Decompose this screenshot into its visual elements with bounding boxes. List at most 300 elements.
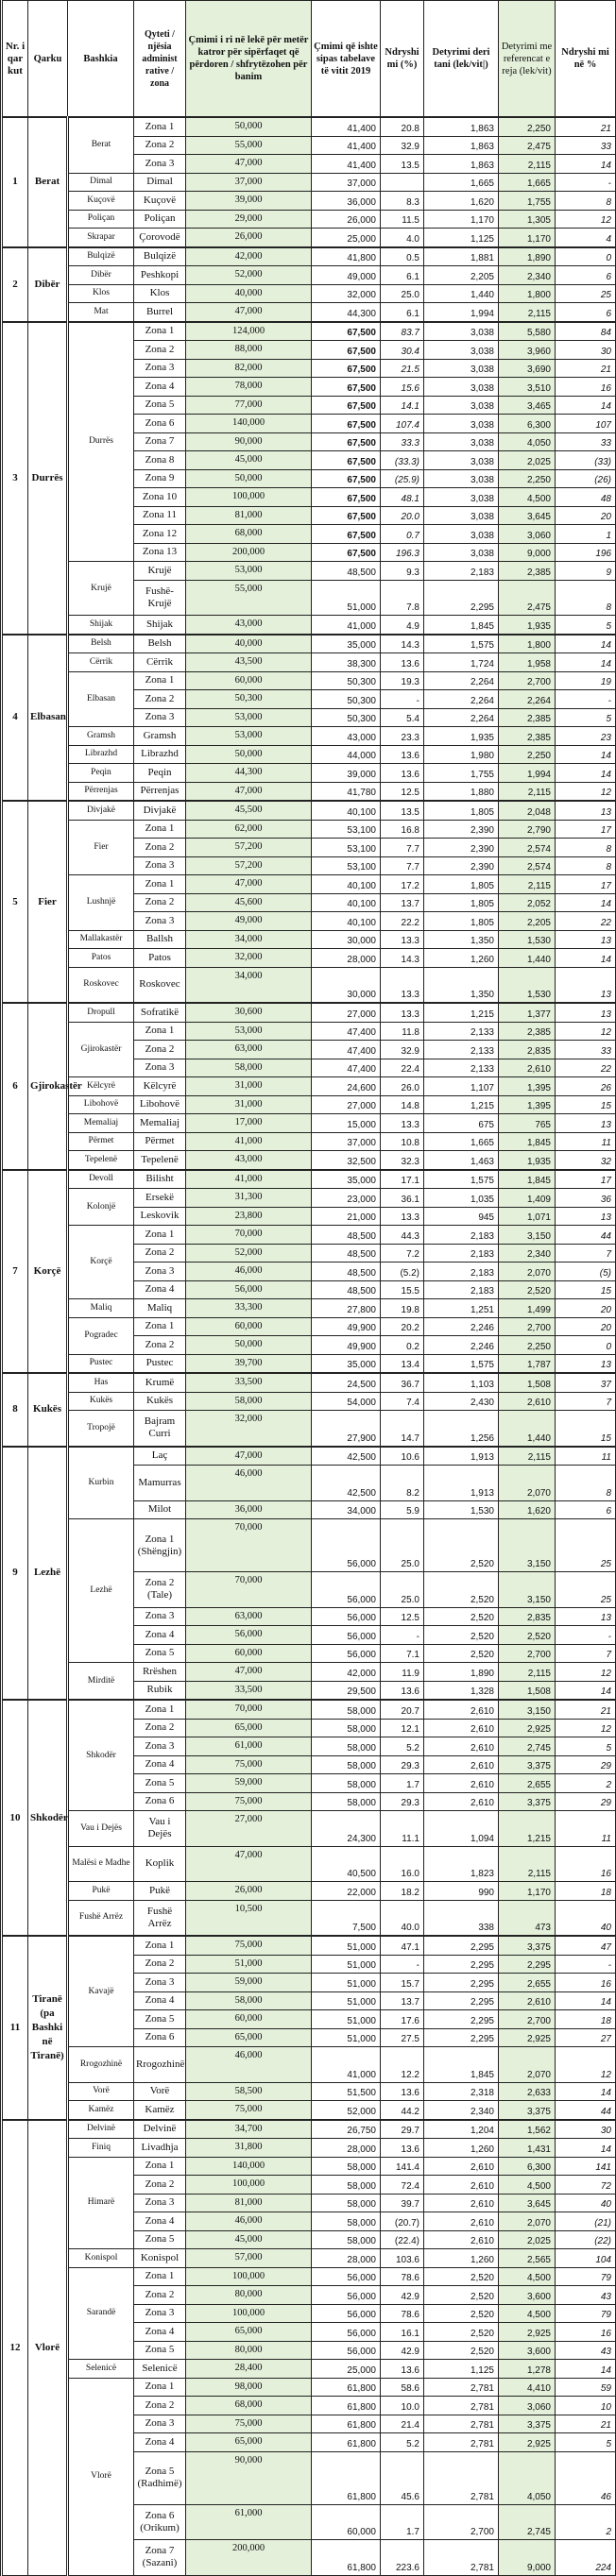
change-cell: 21.5 — [381, 359, 424, 378]
change-pct-cell: 16 — [556, 1974, 616, 1992]
zona-cell: Zona 1 (Shëngjin) — [134, 1519, 186, 1572]
table-row — [2, 266, 616, 285]
new-price-cell: 58,000 — [186, 1991, 312, 2010]
new-tax-cell: 2,340 — [499, 266, 556, 285]
price-2019-cell: 58,000 — [312, 2157, 381, 2176]
price-2019-cell: 67,500 — [312, 543, 381, 562]
current-tax-cell: 1,440 — [424, 284, 499, 303]
price-2019-cell: 61,800 — [312, 2433, 381, 2452]
new-price-cell: 53,000 — [186, 708, 312, 727]
new-price-cell: 55,000 — [186, 580, 312, 616]
change-pct-cell: 18 — [556, 2010, 616, 2029]
change-pct-cell: 1 — [556, 525, 616, 544]
new-tax-cell: 1,440 — [499, 949, 556, 968]
price-2019-cell: 32,500 — [312, 1151, 381, 1170]
bashkia-name: Mirditë — [68, 1663, 134, 1701]
change-cell: 10.8 — [381, 1132, 424, 1151]
change-cell: 20.0 — [381, 506, 424, 525]
new-price-cell: 33,300 — [186, 1299, 312, 1318]
change-cell: 40.0 — [381, 1900, 424, 1936]
table-row — [2, 1519, 616, 1572]
price-2019-cell: 51,000 — [312, 2010, 381, 2029]
change-pct-cell: (5) — [556, 1263, 616, 1281]
new-price-cell: 26,000 — [186, 1882, 312, 1901]
current-tax-cell: 3,038 — [424, 469, 499, 488]
new-tax-cell: 4,500 — [499, 2267, 556, 2286]
change-pct-cell: 14 — [556, 2139, 616, 2158]
current-tax-cell: 1,724 — [424, 653, 499, 672]
change-cell: 13.3 — [381, 1207, 424, 1226]
change-cell: 21.4 — [381, 2415, 424, 2433]
zona-cell: Zona 2 — [134, 839, 186, 857]
zona-cell: Zona 1 — [134, 1022, 186, 1041]
zona-cell: Zona 3 — [134, 708, 186, 727]
qark-name: Dibër — [28, 247, 68, 322]
new-price-cell: 61,000 — [186, 1737, 312, 1756]
zona-cell: Zona 3 — [134, 359, 186, 378]
new-tax-cell: 1,620 — [499, 1500, 556, 1519]
zona-cell: Zona 1 — [134, 2157, 186, 2176]
change-cell: 13.3 — [381, 1114, 424, 1133]
header-nr: Nr. i qar kut — [2, 1, 28, 118]
current-tax-cell: 1,125 — [424, 229, 499, 247]
bashkia-name: Devoll — [68, 1170, 134, 1189]
new-price-cell: 75,000 — [186, 1792, 312, 1811]
current-tax-cell: 2,610 — [424, 2157, 499, 2176]
new-tax-cell: 2,610 — [499, 1392, 556, 1411]
change-pct-cell: 18 — [556, 1882, 616, 1901]
new-tax-cell: 1,431 — [499, 2139, 556, 2158]
change-pct-cell: 36 — [556, 1189, 616, 1208]
change-cell: 5.2 — [381, 2433, 424, 2452]
change-pct-cell: 44 — [556, 2101, 616, 2120]
price-2019-cell: 48,500 — [312, 562, 381, 581]
bashkia-name: Gjirokastër — [68, 1022, 134, 1077]
current-tax-cell: 3,038 — [424, 506, 499, 525]
zona-cell: Zona 6 — [134, 1792, 186, 1811]
change-pct-cell: 13 — [556, 1354, 616, 1373]
price-2019-cell: 67,500 — [312, 506, 381, 525]
new-tax-cell: 3,150 — [499, 1572, 556, 1608]
change-pct-cell: 17 — [556, 1170, 616, 1189]
change-cell: 36.7 — [381, 1373, 424, 1392]
price-2019-cell: 47,400 — [312, 1059, 381, 1077]
change-cell: 103.6 — [381, 2249, 424, 2268]
new-price-cell: 10,500 — [186, 1900, 312, 1936]
new-tax-cell: 1,800 — [499, 284, 556, 303]
zona-cell: Zona 12 — [134, 525, 186, 544]
current-tax-cell: 1,103 — [424, 1373, 499, 1392]
change-cell: 0.7 — [381, 525, 424, 544]
price-2019-cell: 40,500 — [312, 1846, 381, 1882]
table-row — [2, 949, 616, 968]
change-cell: (5.2) — [381, 1263, 424, 1281]
current-tax-cell: 2,610 — [424, 1755, 499, 1774]
new-tax-cell: 3,690 — [499, 359, 556, 378]
current-tax-cell: 2,295 — [424, 2010, 499, 2029]
price-2019-cell: 67,500 — [312, 432, 381, 451]
new-tax-cell: 2,115 — [499, 303, 556, 322]
change-pct-cell: 25 — [556, 284, 616, 303]
new-tax-cell: 4,050 — [499, 432, 556, 451]
bashkia-name: Shijak — [68, 616, 134, 635]
new-tax-cell: 3,375 — [499, 1936, 556, 1955]
zona-cell: Gramsh — [134, 727, 186, 746]
table-row — [2, 616, 616, 635]
bashkia-name: Sarandë — [68, 2267, 134, 2360]
change-pct-cell: 15 — [556, 1411, 616, 1447]
change-pct-cell: 27 — [556, 2028, 616, 2047]
new-price-cell: 43,000 — [186, 1151, 312, 1170]
change-cell: 12.5 — [381, 1607, 424, 1626]
new-tax-cell: 1,278 — [499, 2360, 556, 2379]
bashkia-name: Libohovë — [68, 1095, 134, 1114]
zona-cell: Këlcyrë — [134, 1077, 186, 1096]
change-cell: 39.7 — [381, 2194, 424, 2212]
new-price-cell: 46,000 — [186, 2047, 312, 2083]
new-tax-cell: 1,800 — [499, 635, 556, 653]
current-tax-cell: 1,575 — [424, 1354, 499, 1373]
new-price-cell: 31,000 — [186, 1077, 312, 1096]
current-tax-cell: 2,264 — [424, 671, 499, 690]
current-tax-cell: 1,215 — [424, 1095, 499, 1114]
current-tax-cell: 2,183 — [424, 1226, 499, 1245]
change-pct-cell: 12 — [556, 1022, 616, 1041]
change-cell: 7.1 — [381, 1644, 424, 1663]
bashkia-name: Kamëz — [68, 2101, 134, 2120]
change-pct-cell: 20 — [556, 506, 616, 525]
current-tax-cell: 1,170 — [424, 210, 499, 229]
price-2019-cell: 22,000 — [312, 1882, 381, 1901]
current-tax-cell: 1,463 — [424, 1151, 499, 1170]
new-price-cell: 63,000 — [186, 1041, 312, 1059]
new-tax-cell: 2,048 — [499, 801, 556, 820]
new-tax-cell: 2,340 — [499, 1244, 556, 1263]
current-tax-cell: 1,881 — [424, 247, 499, 266]
new-price-cell: 50,000 — [186, 745, 312, 764]
bashkia-name: Krujë — [68, 562, 134, 616]
bashkia-name: Lushnjë — [68, 875, 134, 931]
price-2019-cell: 41,400 — [312, 155, 381, 174]
zona-cell: Sofratikë — [134, 1003, 186, 1022]
bashkia-name: Berat — [68, 117, 134, 173]
change-pct-cell: 8 — [556, 1466, 616, 1501]
change-cell: - — [381, 1626, 424, 1645]
new-price-cell: 42,000 — [186, 247, 312, 266]
header-ndryshimi: Ndryshi mi (%) — [381, 1, 424, 118]
current-tax-cell: 2,295 — [424, 1936, 499, 1955]
current-tax-cell: 1,863 — [424, 155, 499, 174]
zona-cell: Zona 3 — [134, 1974, 186, 1992]
price-2019-cell: 28,000 — [312, 2139, 381, 2158]
change-cell: 33.3 — [381, 432, 424, 451]
zona-cell: Zona 4 — [134, 1626, 186, 1645]
change-pct-cell: 44 — [556, 1226, 616, 1245]
bashkia-name: Lezhë — [68, 1519, 134, 1663]
table-row — [2, 967, 616, 1003]
new-price-cell: 81,000 — [186, 2194, 312, 2212]
bashkia-name: Vau i Dejës — [68, 1811, 134, 1847]
zona-cell: Zona 3 — [134, 912, 186, 931]
zona-cell: Zona 1 — [134, 2378, 186, 2397]
current-tax-cell: 2,295 — [424, 2028, 499, 2047]
change-pct-cell: 14 — [556, 2360, 616, 2379]
price-2019-cell: 56,000 — [312, 1644, 381, 1663]
bashkia-name: Memaliaj — [68, 1114, 134, 1133]
new-tax-cell: 2,385 — [499, 562, 556, 581]
new-price-cell: 31,800 — [186, 2139, 312, 2158]
new-tax-cell: 3,060 — [499, 2397, 556, 2415]
change-pct-cell: 22 — [556, 912, 616, 931]
new-tax-cell: 2,115 — [499, 1447, 556, 1466]
price-2019-cell: 67,500 — [312, 396, 381, 415]
qark-number: 8 — [2, 1373, 28, 1447]
new-tax-cell: 2,070 — [499, 1263, 556, 1281]
zona-cell: Zona 10 — [134, 488, 186, 507]
zona-cell: Zona 13 — [134, 543, 186, 562]
current-tax-cell: 2,520 — [424, 2304, 499, 2323]
price-2019-cell: 61,800 — [312, 2378, 381, 2397]
new-price-cell: 100,000 — [186, 2267, 312, 2286]
change-pct-cell: 13 — [556, 930, 616, 949]
new-tax-cell: 2,574 — [499, 839, 556, 857]
new-price-cell: 65,000 — [186, 2433, 312, 2452]
new-price-cell: 200,000 — [186, 543, 312, 562]
change-cell: 9.3 — [381, 562, 424, 581]
change-cell: - — [381, 690, 424, 709]
new-price-cell: 53,000 — [186, 727, 312, 746]
bashkia-name: Himarë — [68, 2157, 134, 2249]
current-tax-cell: 3,038 — [424, 322, 499, 341]
price-2019-cell: 26,000 — [312, 210, 381, 229]
zona-cell: Zona 6 (Orikum) — [134, 2504, 186, 2540]
bashkia-name: Mallakastër — [68, 930, 134, 949]
current-tax-cell: 1,805 — [424, 801, 499, 820]
current-tax-cell: 1,215 — [424, 1003, 499, 1022]
current-tax-cell: 2,781 — [424, 2433, 499, 2452]
change-pct-cell: 20 — [556, 1317, 616, 1336]
new-price-cell: 57,200 — [186, 856, 312, 875]
new-tax-cell: 2,574 — [499, 856, 556, 875]
change-cell: 48.1 — [381, 488, 424, 507]
change-pct-cell: 5 — [556, 708, 616, 727]
zona-cell: Tepelenë — [134, 1151, 186, 1170]
new-price-cell: 65,000 — [186, 1719, 312, 1737]
price-2019-cell: 58,000 — [312, 1719, 381, 1737]
zona-cell: Zona 1 — [134, 2267, 186, 2286]
current-tax-cell: 1,805 — [424, 875, 499, 894]
price-2019-cell: 47,400 — [312, 1022, 381, 1041]
bashkia-name: Fushë Arrëz — [68, 1900, 134, 1936]
change-cell: 20.8 — [381, 117, 424, 136]
price-2019-cell: 61,800 — [312, 2540, 381, 2576]
new-tax-cell: 1,508 — [499, 1373, 556, 1392]
change-cell: 44.2 — [381, 2101, 424, 2120]
zona-cell: Dimal — [134, 173, 186, 192]
new-price-cell: 34,700 — [186, 2120, 312, 2139]
price-2019-cell: 67,500 — [312, 378, 381, 397]
current-tax-cell: 2,610 — [424, 2212, 499, 2231]
change-pct-cell: 43 — [556, 2341, 616, 2360]
new-price-cell: 39,700 — [186, 1354, 312, 1373]
price-2019-cell: 40,100 — [312, 893, 381, 912]
change-cell — [381, 173, 424, 192]
zona-cell: Delvinë — [134, 2120, 186, 2139]
zona-cell: Mamurras — [134, 1466, 186, 1501]
new-price-cell: 53,000 — [186, 562, 312, 581]
zona-cell: Belsh — [134, 635, 186, 653]
new-price-cell: 27,000 — [186, 1811, 312, 1847]
change-cell: 47.1 — [381, 1936, 424, 1955]
change-pct-cell: 14 — [556, 764, 616, 783]
new-tax-cell: 2,925 — [499, 2028, 556, 2047]
price-2019-cell: 24,600 — [312, 1077, 381, 1096]
new-tax-cell: 2,385 — [499, 708, 556, 727]
new-tax-cell: 3,150 — [499, 1700, 556, 1719]
new-price-cell: 47,000 — [186, 303, 312, 322]
bashkia-name: Rrogozhinë — [68, 2047, 134, 2083]
change-pct-cell: 30 — [556, 341, 616, 360]
new-price-cell: 45,000 — [186, 2230, 312, 2249]
new-price-cell: 90,000 — [186, 2451, 312, 2504]
zona-cell: Peshkopi — [134, 266, 186, 285]
qark-number: 2 — [2, 247, 28, 322]
change-cell: 7.2 — [381, 1244, 424, 1263]
current-tax-cell: 2,183 — [424, 1263, 499, 1281]
bashkia-name: Bulqizë — [68, 247, 134, 266]
change-pct-cell: 22 — [556, 1059, 616, 1077]
new-price-cell: 41,000 — [186, 1170, 312, 1189]
zona-cell: Patos — [134, 949, 186, 968]
table-row — [2, 192, 616, 211]
current-tax-cell: 1,805 — [424, 893, 499, 912]
change-pct-cell: 33 — [556, 1041, 616, 1059]
new-tax-cell: 2,070 — [499, 2047, 556, 2083]
change-cell: 29.3 — [381, 1755, 424, 1774]
new-tax-cell: 2,385 — [499, 1022, 556, 1041]
new-tax-cell: 3,375 — [499, 1792, 556, 1811]
bashkia-name: Dropull — [68, 1003, 134, 1022]
new-tax-cell: 1,499 — [499, 1299, 556, 1318]
bashkia-name: Delvinë — [68, 2120, 134, 2139]
new-price-cell: 56,000 — [186, 1626, 312, 1645]
change-pct-cell: 48 — [556, 488, 616, 507]
new-tax-cell: 2,070 — [499, 1466, 556, 1501]
table-row — [2, 2082, 616, 2101]
change-pct-cell: 21 — [556, 117, 616, 136]
bashkia-name: Malësi e Madhe — [68, 1846, 134, 1882]
change-pct-cell: 84 — [556, 322, 616, 341]
change-pct-cell: - — [556, 1955, 616, 1974]
current-tax-cell: 1,913 — [424, 1466, 499, 1501]
current-tax-cell: 1,755 — [424, 764, 499, 783]
table-row — [2, 1170, 616, 1189]
change-cell: 42.9 — [381, 2286, 424, 2305]
change-pct-cell: 7 — [556, 1244, 616, 1263]
change-pct-cell: 13 — [556, 1607, 616, 1626]
change-cell: 16.1 — [381, 2323, 424, 2342]
change-pct-cell: 23 — [556, 727, 616, 746]
price-2019-cell: 44,000 — [312, 745, 381, 764]
new-price-cell: 55,000 — [186, 136, 312, 155]
current-tax-cell: 1,251 — [424, 1299, 499, 1318]
new-tax-cell: 3,600 — [499, 2341, 556, 2360]
price-2019-cell: 67,500 — [312, 451, 381, 470]
bashkia-name: Përrenjas — [68, 782, 134, 801]
change-pct-cell: 16 — [556, 2323, 616, 2342]
new-price-cell: 200,000 — [186, 2540, 312, 2576]
change-pct-cell: 5 — [556, 2433, 616, 2452]
price-2019-cell: 67,500 — [312, 322, 381, 341]
new-tax-cell: 9,000 — [499, 2540, 556, 2576]
change-pct-cell: - — [556, 1626, 616, 1645]
price-2019-cell: 28,000 — [312, 2249, 381, 2268]
change-cell: 0.5 — [381, 247, 424, 266]
zona-cell: Bilisht — [134, 1170, 186, 1189]
change-pct-cell: (22) — [556, 2230, 616, 2249]
zona-cell: Zona 3 — [134, 1059, 186, 1077]
new-price-cell: 90,000 — [186, 432, 312, 451]
change-cell: 44.3 — [381, 1226, 424, 1245]
price-2019-cell: 39,000 — [312, 764, 381, 783]
new-price-cell: 23,800 — [186, 1207, 312, 1226]
new-price-cell: 53,000 — [186, 1022, 312, 1041]
qark-number: 6 — [2, 1003, 28, 1170]
zona-cell: Libohovë — [134, 1095, 186, 1114]
new-tax-cell: 2,700 — [499, 2010, 556, 2029]
new-price-cell: 33,500 — [186, 1681, 312, 1700]
new-price-cell: 60,000 — [186, 1644, 312, 1663]
new-tax-cell: 2,633 — [499, 2082, 556, 2101]
new-tax-cell: 3,375 — [499, 1755, 556, 1774]
price-2019-cell: 50,300 — [312, 708, 381, 727]
price-2019-cell: 27,000 — [312, 1095, 381, 1114]
qark-name: Durrës — [28, 322, 68, 635]
current-tax-cell: 2,390 — [424, 820, 499, 839]
bashkia-name: Tepelenë — [68, 1151, 134, 1170]
zona-cell: Zona 3 — [134, 2415, 186, 2433]
zona-cell: Vau i Dejës — [134, 1811, 186, 1847]
current-tax-cell: 1,530 — [424, 1500, 499, 1519]
change-cell: 32.9 — [381, 136, 424, 155]
price-2019-cell: 37,000 — [312, 1132, 381, 1151]
zona-cell: Fushë Arrëz — [134, 1900, 186, 1936]
change-cell: 22.4 — [381, 1059, 424, 1077]
table-row — [2, 930, 616, 949]
price-2019-cell: 47,400 — [312, 1041, 381, 1059]
change-cell: 15.5 — [381, 1280, 424, 1299]
new-tax-cell: 2,115 — [499, 155, 556, 174]
new-tax-cell: 3,375 — [499, 2415, 556, 2433]
zona-cell: Rrogozhinë — [134, 2047, 186, 2083]
price-2019-cell: 27,000 — [312, 1003, 381, 1022]
zona-cell: Zona 2 — [134, 893, 186, 912]
change-cell: 78.6 — [381, 2267, 424, 2286]
new-price-cell: 75,000 — [186, 1755, 312, 1774]
change-pct-cell: 10 — [556, 2397, 616, 2415]
change-pct-cell: 5 — [556, 1737, 616, 1756]
zona-cell: Zona 3 — [134, 2304, 186, 2323]
new-tax-cell: 2,264 — [499, 690, 556, 709]
new-tax-cell: 1,409 — [499, 1189, 556, 1208]
price-2019-cell: 56,000 — [312, 1626, 381, 1645]
new-price-cell: 56,000 — [186, 1280, 312, 1299]
change-pct-cell: 15 — [556, 1280, 616, 1299]
price-2019-cell: 51,000 — [312, 2028, 381, 2047]
table-row — [2, 1936, 616, 1955]
current-tax-cell: 990 — [424, 1882, 499, 1901]
change-cell: - — [381, 1955, 424, 1974]
